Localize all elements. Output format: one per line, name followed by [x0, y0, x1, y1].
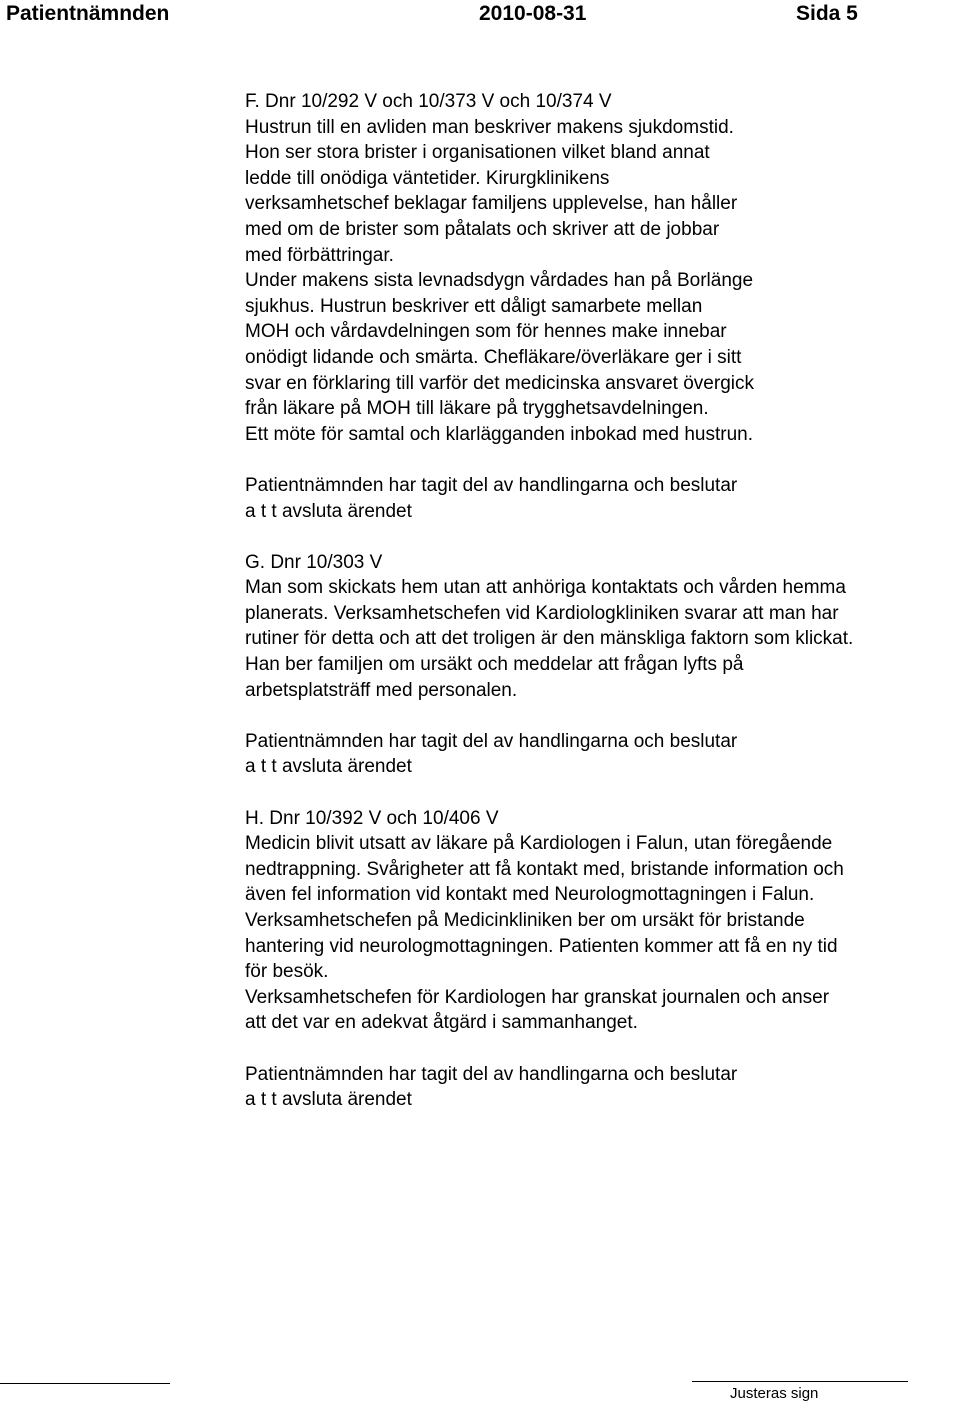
- body-line: rutiner för detta och att det troligen är den mänskliga faktorn som klickat.: [245, 628, 854, 650]
- body-line: hantering vid neurologmottagningen. Patienten kommer att få en ny tid: [245, 935, 838, 957]
- body-line: Ett möte för samtal och klarlägganden inbokad med hustrun.: [245, 423, 754, 445]
- body-line: sjukhus. Hustrun beskriver ett dåligt samarbete mellan: [245, 295, 703, 317]
- body-line: arbetsplatsträff med personalen.: [245, 679, 518, 701]
- body-line: Under makens sista levnadsdygn vårdades han på Borlänge: [245, 270, 754, 292]
- body-line: med om de brister som påtalats och skriver att de jobbar: [245, 218, 720, 240]
- decision-outcome: a t t avsluta ärendet: [245, 756, 412, 778]
- case-heading: F. Dnr 10/292 V och 10/373 V och 10/374 V: [245, 91, 612, 112]
- header-org: Patientnämnden: [6, 2, 170, 25]
- document-body: [245, 89, 957, 1113]
- body-line: ledde till onödiga väntetider. Kirurgklinikens: [245, 167, 610, 189]
- footer-left-rule: [0, 1383, 170, 1384]
- body-line: Verksamhetschefen för Kardiologen har granskat journalen och anser: [245, 986, 830, 1008]
- case-heading: G. Dnr 10/303 V: [245, 551, 383, 573]
- header-date: 2010-08-31: [479, 2, 587, 25]
- decision-outcome: a t t avsluta ärendet: [245, 1089, 412, 1111]
- body-line: även fel information vid kontakt med Neurologmottagningen i Falun.: [245, 884, 815, 906]
- body-line: med förbättringar.: [245, 244, 394, 266]
- body-line: verksamhetschef beklagar familjens upplevelse, han håller: [245, 193, 738, 215]
- body-line: Hon ser stora brister i organisationen vilket bland annat: [245, 142, 710, 164]
- decision-line: Patientnämnden har tagit del av handlingarna och beslutar: [245, 730, 738, 752]
- body-line: Man som skickats hem utan att anhöriga kontaktats och vården hemma: [245, 577, 846, 599]
- case-section-g: [245, 550, 957, 806]
- body-line: för besök.: [245, 961, 329, 983]
- body-line: MOH och vårdavdelningen som för hennes make innebar: [245, 321, 727, 343]
- body-line: Verksamhetschefen på Medicinkliniken ber om ursäkt för bristande: [245, 910, 805, 931]
- body-line: från läkare på MOH till läkare på trygghetsavdelningen.: [245, 398, 709, 420]
- decision-line: Patientnämnden har tagit del av handlingarna och beslutar: [245, 474, 738, 496]
- header-page-number: Sida 5: [796, 2, 858, 25]
- decision-outcome: a t t avsluta ärendet: [245, 500, 412, 522]
- signature-label: Justeras sign: [730, 1385, 819, 1402]
- body-line: planerats. Verksamhetschefen vid Kardiologkliniken svarar att man har: [245, 602, 839, 624]
- case-section-h: [245, 806, 957, 1113]
- body-line: Hustrun till en avliden man beskriver makens sjukdomstid.: [245, 116, 734, 138]
- page-header: [0, 1, 960, 27]
- body-line: svar en förklaring till varför det medicinska ansvaret övergick: [245, 372, 754, 394]
- case-heading: H. Dnr 10/392 V och 10/406 V: [245, 807, 499, 829]
- body-line: Han ber familjen om ursäkt och meddelar att frågan lyfts på: [245, 654, 744, 676]
- signature-line: [692, 1381, 908, 1382]
- body-line: Medicin blivit utsatt av läkare på Kardiologen i Falun, utan föregående: [245, 833, 833, 855]
- case-section-f: [245, 89, 957, 550]
- body-line: onödigt lidande och smärta. Chefläkare/överläkare ger i sitt: [245, 346, 742, 368]
- body-line: att det var en adekvat åtgärd i sammanhanget.: [245, 1012, 638, 1034]
- decision-line: Patientnämnden har tagit del av handlingarna och beslutar: [245, 1063, 738, 1085]
- body-line: nedtrappning. Svårigheter att få kontakt med, bristande information och: [245, 858, 844, 880]
